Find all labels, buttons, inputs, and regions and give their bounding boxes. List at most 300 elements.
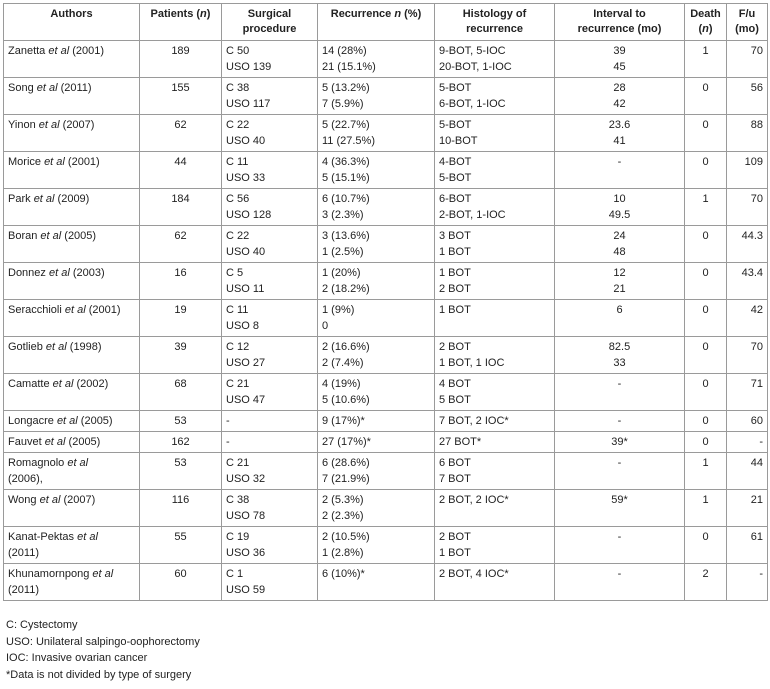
cell-procedure [222, 337, 318, 374]
table-row [4, 490, 768, 527]
interval-value: - [617, 568, 622, 580]
cell-procedure [222, 374, 318, 411]
cell-death: 1 [685, 41, 727, 78]
cell-histology [435, 263, 555, 300]
recurrence-value: 1 (2.8%) [322, 547, 364, 559]
header-surgical-procedure: Surgical procedure [222, 4, 318, 41]
procedure-value: C 38 [226, 82, 250, 94]
recurrence-value: 11 (27.5%) [322, 135, 375, 147]
histology-value: 1 BOT [439, 547, 471, 559]
recurrence-value: 14 (28%) [322, 45, 367, 57]
interval-value: 39 [613, 45, 626, 57]
cell-patients: 62 [140, 226, 222, 263]
procedure-value: USO 117 [226, 98, 271, 110]
cell-histology [435, 41, 555, 78]
author-text: et al [56, 415, 78, 427]
procedure-value: C 21 [226, 378, 250, 390]
cell-follow-up: 43.4 [727, 263, 768, 300]
recurrence-value: 5 (13.2%) [322, 82, 370, 94]
table-row [4, 564, 768, 601]
cell-procedure [222, 152, 318, 189]
histology-value: 3 BOT [439, 230, 471, 242]
cell-interval [555, 263, 685, 300]
recurrence-value: 1 (2.5%) [322, 246, 364, 258]
author-text: (2005) [61, 230, 97, 242]
cell-patients: 55 [140, 527, 222, 564]
author-text: Yinon [8, 119, 39, 131]
cell-interval [555, 226, 685, 263]
recurrence-value: 21 (15.1%) [322, 61, 376, 73]
author-text: (2011) [8, 584, 39, 596]
cell-death: 2 [685, 564, 727, 601]
recurrence-value: 5 (10.6%) [322, 394, 370, 406]
recurrence-value: 1 (9%) [322, 304, 355, 316]
procedure-value: C 11 [226, 156, 249, 168]
cell-histology [435, 78, 555, 115]
cell-recurrence [318, 490, 435, 527]
table-row [4, 527, 768, 564]
procedure-value: USO 8 [226, 320, 260, 332]
cell-recurrence [318, 337, 435, 374]
cell-recurrence [318, 453, 435, 490]
author-text: (2007) [59, 119, 95, 131]
author-text: (2001) [85, 304, 121, 316]
recurrence-value: 2 (16.6%) [322, 341, 370, 353]
cell-histology [435, 453, 555, 490]
cell-death: 0 [685, 226, 727, 263]
cell-follow-up: 109 [727, 152, 768, 189]
recurrence-value: 5 (15.1%) [322, 172, 370, 184]
cell-histology [435, 300, 555, 337]
interval-value: - [617, 531, 622, 543]
cell-follow-up: 21 [727, 490, 768, 527]
author-text: et al [33, 193, 55, 205]
cell-interval [555, 152, 685, 189]
cell-follow-up: 56 [727, 78, 768, 115]
interval-value: 12 [613, 267, 626, 279]
interval-value: 42 [613, 98, 626, 110]
cell-author [4, 337, 140, 374]
histology-value: 1 BOT [439, 246, 471, 258]
procedure-value: C 21 [226, 457, 250, 469]
interval-value: 24 [613, 230, 626, 242]
interval-value: - [617, 378, 622, 390]
procedure-value: - [226, 436, 230, 448]
procedure-value: C 22 [226, 230, 250, 242]
cell-author [4, 115, 140, 152]
cell-patients: 116 [140, 490, 222, 527]
cell-interval [555, 432, 685, 453]
cell-interval [555, 411, 685, 432]
histology-value: 5-BOT [439, 119, 472, 131]
header-patients: Patients (n) [140, 4, 222, 41]
procedure-value: USO 47 [226, 394, 266, 406]
cell-death: 0 [685, 263, 727, 300]
cell-death: 0 [685, 337, 727, 374]
cell-author [4, 41, 140, 78]
cell-histology [435, 411, 555, 432]
cell-recurrence [318, 411, 435, 432]
histology-value: 9-BOT, 5-IOC [439, 45, 506, 57]
cell-death: 0 [685, 300, 727, 337]
author-text: (2005) [77, 415, 113, 427]
author-text: et al [39, 494, 61, 506]
footnotes [6, 617, 200, 683]
histology-value: 4 BOT [439, 378, 471, 390]
interval-value: 39* [611, 436, 628, 448]
cell-recurrence [318, 263, 435, 300]
cell-procedure [222, 527, 318, 564]
cell-patients: 53 [140, 453, 222, 490]
cell-histology [435, 337, 555, 374]
procedure-value: C 56 [226, 193, 250, 205]
cell-follow-up: 44 [727, 453, 768, 490]
author-text: Gotlieb [8, 341, 46, 353]
author-text: et al [48, 45, 70, 57]
cell-author [4, 411, 140, 432]
cell-procedure [222, 300, 318, 337]
author-text: et al [38, 119, 60, 131]
cell-interval [555, 189, 685, 226]
histology-value: 2-BOT, 1-IOC [439, 209, 506, 221]
table-row [4, 453, 768, 490]
cell-follow-up: 88 [727, 115, 768, 152]
header-row [4, 4, 768, 41]
footnote: C: Cystectomy [6, 619, 78, 631]
header-interval: Interval to recurrence (mo) [555, 4, 685, 41]
cell-death: 0 [685, 432, 727, 453]
cell-procedure [222, 41, 318, 78]
recurrence-value: 2 (5.3%) [322, 494, 364, 506]
author-text: (2003) [69, 267, 105, 279]
histology-value: 20-BOT, 1-IOC [439, 61, 512, 73]
procedure-value: USO 128 [226, 209, 272, 221]
procedure-value: USO 40 [226, 135, 266, 147]
cell-author [4, 189, 140, 226]
cell-recurrence [318, 41, 435, 78]
cell-histology [435, 564, 555, 601]
recurrence-value: 2 (18.2%) [322, 283, 370, 295]
interval-value: 28 [613, 82, 626, 94]
cell-histology [435, 374, 555, 411]
interval-value: 45 [613, 61, 626, 73]
cell-death: 1 [685, 189, 727, 226]
table-row [4, 115, 768, 152]
procedure-value: USO 32 [226, 473, 266, 485]
recurrence-value: 4 (19%) [322, 378, 361, 390]
histology-value: 1 BOT [439, 267, 471, 279]
cell-procedure [222, 453, 318, 490]
histology-value: 5-BOT [439, 172, 472, 184]
cell-patients: 60 [140, 564, 222, 601]
histology-value: 7 BOT [439, 473, 471, 485]
author-text: Khunamornpong [8, 568, 93, 580]
cell-interval [555, 564, 685, 601]
author-text: Boran [8, 230, 41, 242]
cell-author [4, 527, 140, 564]
histology-value: 5 BOT [439, 394, 471, 406]
cell-death: 0 [685, 411, 727, 432]
cell-histology [435, 189, 555, 226]
recurrence-value: 6 (28.6%) [322, 457, 370, 469]
header-histology: Histology of recurrence [435, 4, 555, 41]
cell-follow-up: 61 [727, 527, 768, 564]
cell-procedure [222, 490, 318, 527]
cell-patients: 162 [140, 432, 222, 453]
recurrence-value: 2 (2.3%) [322, 510, 364, 522]
author-text: (2001) [69, 45, 105, 57]
table-body [4, 41, 768, 601]
author-text: Romagnolo [8, 457, 68, 469]
footnote: IOC: Invasive ovarian cancer [6, 652, 148, 664]
author-text: (2007) [60, 494, 96, 506]
cell-death: 1 [685, 490, 727, 527]
procedure-value: C 50 [226, 45, 250, 57]
cell-patients: 53 [140, 411, 222, 432]
cell-death: 0 [685, 115, 727, 152]
author-text: (2011) [57, 82, 92, 94]
procedure-value: USO 33 [226, 172, 266, 184]
histology-value: 2 BOT [439, 341, 471, 353]
cell-recurrence [318, 564, 435, 601]
cell-recurrence [318, 189, 435, 226]
cell-author [4, 300, 140, 337]
cell-author [4, 564, 140, 601]
procedure-value: C 38 [226, 494, 250, 506]
table-row [4, 374, 768, 411]
cell-author [4, 432, 140, 453]
recurrence-value: 6 (10.7%) [322, 193, 370, 205]
histology-value: 2 BOT [439, 283, 471, 295]
footnote: *Data is not divided by type of surgery [6, 668, 192, 681]
author-text: (2006), [8, 473, 43, 485]
histology-value: 5-BOT [439, 82, 472, 94]
cell-author [4, 152, 140, 189]
cell-interval [555, 337, 685, 374]
recurrence-value: 0 [322, 320, 329, 332]
author-text: Wong [8, 494, 40, 506]
author-text: Morice [8, 156, 45, 168]
recurrence-value: 9 (17%)* [322, 415, 365, 427]
procedure-value: C 12 [226, 341, 250, 353]
procedure-value: C 19 [226, 531, 250, 543]
cell-interval [555, 78, 685, 115]
cell-patients: 16 [140, 263, 222, 300]
procedure-value: C 1 [226, 568, 244, 580]
author-text: et al [77, 531, 98, 543]
procedure-value: C 5 [226, 267, 244, 279]
cell-follow-up: 70 [727, 41, 768, 78]
table-container [3, 3, 768, 601]
table-row [4, 300, 768, 337]
author-text: Park [8, 193, 34, 205]
cell-patients: 68 [140, 374, 222, 411]
cell-recurrence [318, 226, 435, 263]
cell-interval [555, 300, 685, 337]
interval-value: - [617, 457, 622, 469]
author-text: et al [64, 304, 86, 316]
interval-value: 41 [613, 135, 626, 147]
procedure-value: USO 11 [226, 283, 265, 295]
author-text: et al [44, 436, 66, 448]
author-text: et al [52, 378, 74, 390]
author-text: et al [67, 457, 89, 469]
cell-interval [555, 374, 685, 411]
interval-value: 21 [613, 283, 626, 295]
cell-patients: 189 [140, 41, 222, 78]
cell-follow-up: 71 [727, 374, 768, 411]
histology-value: 6-BOT, 1-IOC [439, 98, 506, 110]
cell-patients: 62 [140, 115, 222, 152]
recurrence-value: 7 (5.9%) [322, 98, 364, 110]
cell-follow-up: 42 [727, 300, 768, 337]
table-row [4, 226, 768, 263]
recurrence-value: 2 (10.5%) [322, 531, 370, 543]
author-text: et al [44, 156, 65, 168]
interval-value: 6 [616, 304, 623, 316]
cell-follow-up: 44.3 [727, 226, 768, 263]
cell-follow-up: 70 [727, 337, 768, 374]
cell-interval [555, 490, 685, 527]
author-text: et al [45, 341, 67, 353]
author-text: (2002) [73, 378, 109, 390]
interval-value: 48 [613, 246, 626, 258]
interval-value: - [617, 415, 622, 427]
cell-follow-up: - [727, 564, 768, 601]
author-text: Seracchioli [8, 304, 65, 316]
author-text: Song [8, 82, 37, 94]
cell-procedure [222, 115, 318, 152]
cell-author [4, 78, 140, 115]
table-row [4, 41, 768, 78]
cell-interval [555, 453, 685, 490]
cell-recurrence [318, 374, 435, 411]
header-authors: Authors [4, 4, 140, 41]
recurrence-value: 5 (22.7%) [322, 119, 370, 131]
interval-value: 10 [613, 193, 626, 205]
author-text: Zanetta [8, 45, 49, 57]
cell-author [4, 226, 140, 263]
procedure-value: USO 27 [226, 357, 266, 369]
cell-recurrence [318, 432, 435, 453]
author-text: et al [40, 230, 62, 242]
cell-author [4, 263, 140, 300]
cell-recurrence [318, 527, 435, 564]
procedure-value: C 22 [226, 119, 250, 131]
histology-value: 2 BOT, 2 IOC* [439, 494, 509, 506]
interval-value: 59* [611, 494, 628, 506]
cell-procedure [222, 226, 318, 263]
cell-procedure [222, 432, 318, 453]
author-text: Kanat-Pektas [8, 531, 78, 543]
recurrence-value: 6 (10%)* [322, 568, 365, 580]
procedure-value: USO 59 [226, 584, 266, 596]
cell-follow-up: 70 [727, 189, 768, 226]
author-text: Longacre [8, 415, 57, 427]
author-text: Donnez [8, 267, 49, 279]
author-text: (2005) [65, 436, 101, 448]
author-text: (2001) [64, 156, 100, 168]
header-follow-up: F/u (mo) [727, 4, 768, 41]
cell-death: 0 [685, 78, 727, 115]
header-recurrence: Recurrence n (%) [318, 4, 435, 41]
cell-death: 1 [685, 453, 727, 490]
cell-recurrence [318, 152, 435, 189]
recurrence-value: 7 (21.9%) [322, 473, 370, 485]
interval-value: 33 [613, 357, 626, 369]
histology-value: 4-BOT [439, 156, 472, 168]
cell-recurrence [318, 115, 435, 152]
table-row [4, 78, 768, 115]
cell-patients: 19 [140, 300, 222, 337]
cell-procedure [222, 189, 318, 226]
cell-recurrence [318, 300, 435, 337]
histology-value: 6-BOT [439, 193, 472, 205]
table-row [4, 152, 768, 189]
recurrence-value: 4 (36.3%) [322, 156, 370, 168]
recurrence-value: 27 (17%)* [322, 436, 371, 448]
table-row [4, 189, 768, 226]
header-death: Death (n) [685, 4, 727, 41]
cell-procedure [222, 411, 318, 432]
recurrence-value: 3 (13.6%) [322, 230, 370, 242]
cell-histology [435, 527, 555, 564]
cell-procedure [222, 564, 318, 601]
table-row [4, 411, 768, 432]
cell-histology [435, 432, 555, 453]
histology-value: 6 BOT [439, 457, 471, 469]
cell-author [4, 490, 140, 527]
cell-follow-up: 60 [727, 411, 768, 432]
histology-value: 27 BOT* [439, 436, 482, 448]
cell-patients: 44 [140, 152, 222, 189]
cell-patients: 39 [140, 337, 222, 374]
author-text: et al [92, 568, 114, 580]
author-text: Camatte [8, 378, 53, 390]
recurrence-table [3, 3, 768, 601]
interval-value: 82.5 [608, 341, 631, 353]
procedure-value: USO 139 [226, 61, 272, 73]
author-text: (1998) [66, 341, 102, 353]
interval-value: 49.5 [608, 209, 631, 221]
cell-patients: 184 [140, 189, 222, 226]
author-text: (2011) [8, 547, 39, 559]
cell-histology [435, 115, 555, 152]
histology-value: 1 BOT [439, 304, 471, 316]
cell-follow-up: - [727, 432, 768, 453]
cell-author [4, 453, 140, 490]
histology-value: 10-BOT [439, 135, 478, 147]
cell-histology [435, 226, 555, 263]
procedure-value: USO 40 [226, 246, 266, 258]
recurrence-value: 1 (20%) [322, 267, 361, 279]
cell-death: 0 [685, 152, 727, 189]
cell-death: 0 [685, 374, 727, 411]
interval-value: - [617, 156, 622, 168]
cell-procedure [222, 263, 318, 300]
recurrence-value: 2 (7.4%) [322, 357, 364, 369]
cell-author [4, 374, 140, 411]
table-row [4, 432, 768, 453]
cell-interval [555, 41, 685, 78]
histology-value: 2 BOT [439, 531, 471, 543]
cell-recurrence [318, 78, 435, 115]
author-text: et al [36, 82, 58, 94]
footnote: USO: Unilateral salpingo-oophorectomy [6, 635, 200, 648]
cell-procedure [222, 78, 318, 115]
cell-interval [555, 115, 685, 152]
procedure-value: - [226, 415, 230, 427]
